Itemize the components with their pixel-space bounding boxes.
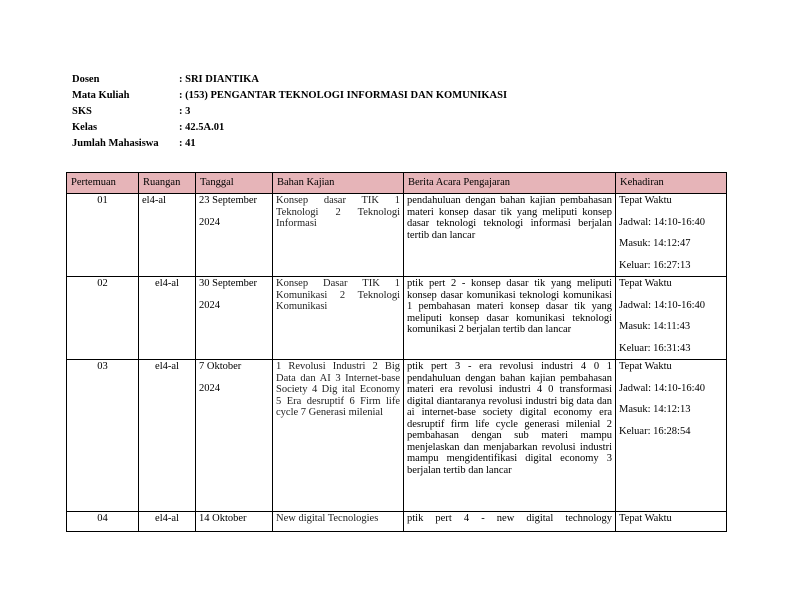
kehadiran-status: Tepat Waktu — [619, 278, 672, 289]
kehadiran-status: Tepat Waktu — [619, 361, 672, 372]
info-label: SKS — [72, 106, 92, 117]
info-value: : 41 — [179, 138, 196, 149]
cell-berita-acara: ptik pert 4 - new digital technology — [404, 512, 616, 532]
info-value: : 3 — [179, 106, 191, 117]
cell-pertemuan: 03 — [67, 360, 139, 512]
cell-berita-acara — [404, 360, 616, 512]
kehadiran-keluar: Keluar: 16:28:54 — [619, 425, 691, 437]
table-row — [67, 277, 727, 360]
tanggal-year: 2024 — [199, 382, 220, 394]
tanggal-date: 23 September — [199, 195, 258, 206]
cell-kehadiran — [616, 277, 727, 360]
berita-text: pendahuluan dengan bahan kajian pembahasan materi era revolusi industri 4 0 transformasi digital diantaranya revolusi industri big data dan ai internet-base society digital economy era desruptif firm life cycle generasi milenial 2 pembahasan dengan sub materi mampu menjelaskan dan menjabarkan revolusi industri mampu mengidentifikasi digital economy 3 berjalan tertib dan lancar — [407, 372, 612, 476]
info-row-sks — [72, 104, 507, 120]
info-label: Mata Kuliah — [72, 90, 130, 101]
tanggal-year: 2024 — [199, 216, 220, 228]
kehadiran-keluar: Keluar: 16:27:13 — [619, 259, 691, 271]
cell-bahan-kajian: New digital Tecnologies — [273, 512, 404, 532]
info-label: Kelas — [72, 122, 98, 133]
kehadiran-jadwal: Jadwal: 14:10-16:40 — [619, 299, 706, 311]
kehadiran-masuk: Masuk: 14:11:43 — [619, 321, 691, 332]
kehadiran-masuk: Masuk: 14:12:13 — [619, 404, 691, 415]
cell-kehadiran — [616, 360, 727, 512]
cell-pertemuan: 02 — [67, 277, 139, 360]
table-row — [67, 194, 727, 277]
info-row-mata-kuliah — [72, 88, 507, 104]
header-berita-acara: Berita Acara Pengajaran — [404, 173, 616, 194]
cell-ruangan: el4-al — [139, 277, 196, 360]
cell-bahan-kajian: 1 Revolusi Industri 2 Big Data dan AI 3 Internet-base Society 4 Dig ital Economy 5 Era desruptif 6 Firm life cycle 7 Generasi milenial — [273, 360, 404, 512]
cell-berita-acara: pendahuluan dengan bahan kajian pembahasan materi konsep dasar tik yang meliputi konsep dasar teknologi teknologi informasi berjalan tertib dan lancar — [404, 194, 616, 277]
info-row-jumlah-mahasiswa — [72, 136, 507, 152]
cell-ruangan: el4-al — [139, 360, 196, 512]
info-value: : 42.5A.01 — [179, 122, 225, 133]
cell-pertemuan: 01 — [67, 194, 139, 277]
info-value: : SRI DIANTIKA — [179, 74, 259, 85]
cell-kehadiran — [616, 194, 727, 277]
kehadiran-masuk: Masuk: 14:12:47 — [619, 238, 691, 249]
kehadiran-status: Tepat Waktu — [619, 513, 672, 524]
kehadiran-jadwal: Jadwal: 14:10-16:40 — [619, 382, 706, 394]
attendance-table — [66, 172, 727, 532]
cell-kehadiran — [616, 512, 727, 532]
tanggal-date: 7 Oktober — [199, 361, 242, 372]
cell-tanggal — [196, 277, 273, 360]
tanggal-date: 30 September — [199, 278, 258, 289]
header-bahan-kajian: Bahan Kajian — [273, 173, 404, 194]
header-ruangan: Ruangan — [139, 173, 196, 194]
header-tanggal: Tanggal — [196, 173, 273, 194]
tanggal-year: 2024 — [199, 299, 220, 311]
cell-berita-acara: ptik pert 2 - konsep dasar tik yang meliputi konsep dasar komunikasi teknologi komunikasi 1 pembahasan materi konsep dasar tik yang meliputi konsep dasar komunikasi teknologi komunikasi 2 berjalan tertib dan lancar — [404, 277, 616, 360]
info-label: Jumlah Mahasiswa — [72, 138, 159, 149]
cell-ruangan: el4-al — [139, 512, 196, 532]
info-label: Dosen — [72, 74, 100, 85]
cell-tanggal — [196, 360, 273, 512]
kehadiran-keluar: Keluar: 16:31:43 — [619, 342, 691, 354]
cell-bahan-kajian: Konsep Dasar TIK 1 Komunikasi 2 Teknologi Komunikasi — [273, 277, 404, 360]
kehadiran-status: Tepat Waktu — [619, 195, 672, 206]
cell-ruangan: el4-al — [139, 194, 196, 277]
kehadiran-jadwal: Jadwal: 14:10-16:40 — [619, 216, 706, 228]
cell-tanggal — [196, 194, 273, 277]
table-row — [67, 512, 727, 532]
info-row-dosen — [72, 72, 507, 88]
tanggal-date: 14 Oktober — [199, 513, 247, 524]
course-info — [72, 72, 507, 152]
info-value: : (153) PENGANTAR TEKNOLOGI INFORMASI DAN KOMUNIKASI — [179, 90, 508, 101]
header-pertemuan: Pertemuan — [67, 173, 139, 194]
table-header-row — [67, 173, 727, 194]
berita-prefix: ptik pert 3 - era revolusi industri 4 0 1 — [407, 361, 612, 372]
info-row-kelas — [72, 120, 507, 136]
cell-tanggal — [196, 512, 273, 532]
table-row — [67, 360, 727, 512]
cell-bahan-kajian: Konsep dasar TIK 1 Teknologi 2 Teknologi Informasi — [273, 194, 404, 277]
header-kehadiran: Kehadiran — [616, 173, 727, 194]
cell-pertemuan: 04 — [67, 512, 139, 532]
